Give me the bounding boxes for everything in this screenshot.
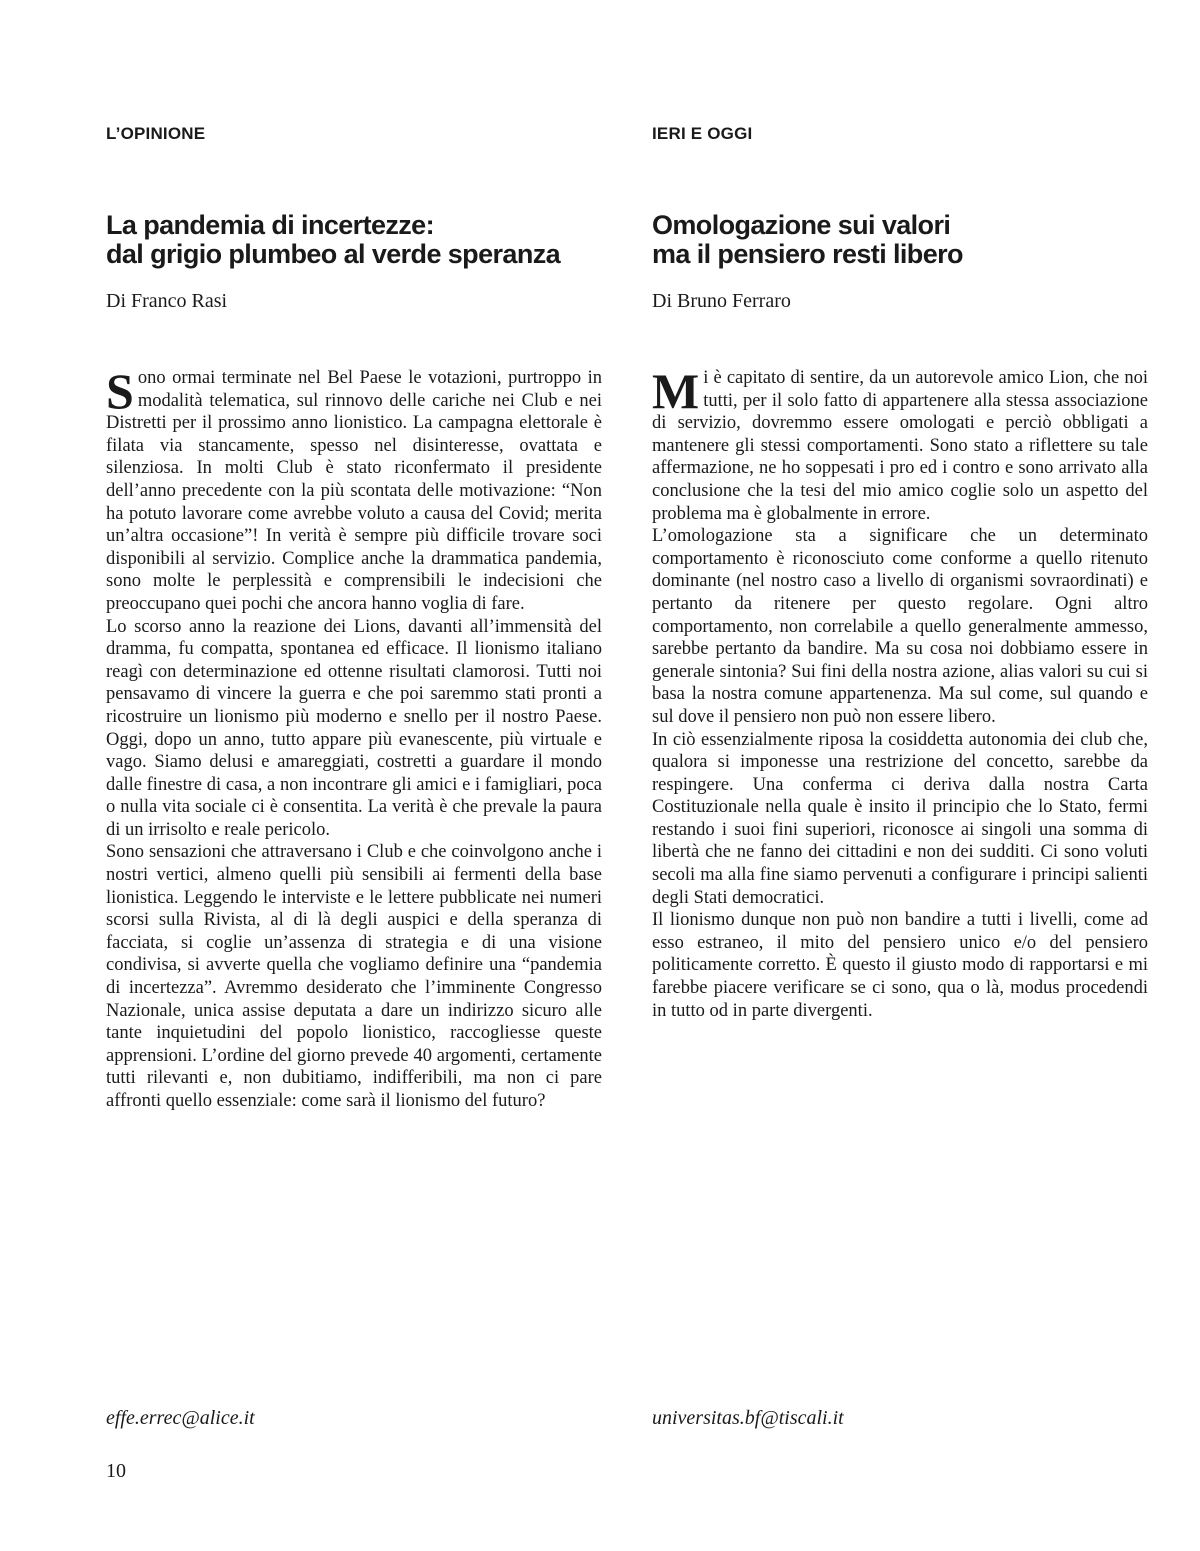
article-headline	[106, 211, 560, 269]
headline-line-1: Omologazione sui valori	[652, 210, 951, 240]
section-label: L’OPINIONE	[106, 124, 206, 143]
right-article	[652, 0, 1148, 1551]
author-email-link[interactable]: universitas.bf@tiscali.it	[652, 1407, 844, 1429]
body-paragraph: L’omologazione sta a significare che un determinato comportamento è riconosciuto come conforme a quello ritenuto dominante (nel nostro caso a livello di organismi sovraordinati) e pertanto da ritenere per questo regolare. Ogni altro comportamento, non correlabile a quello generalmente ammesso, sarebbe pertanto da bandire. Ma su cosa noi dobbiamo essere in generale sintonia? Sui fini della nostra azione, alias valori su cui si basa la nostra comune appartenenza. Ma sul come, sul quando e sul dove il pensiero non può non essere libero.	[652, 526, 1148, 727]
drop-cap: M	[652, 363, 700, 419]
author-email-link[interactable]: effe.errec@alice.it	[106, 1407, 255, 1429]
body-paragraph: Il lionismo dunque non può non bandire a tutti i livelli, come ad esso estraneo, il mito del pensiero unico e/o del pensiero politicamente corretto. È questo il giusto modo di rapportarsi e mi farebbe piacere verificare se ci sono, qua o là, modus procedendi in tutto od in parte divergenti.	[652, 910, 1148, 1021]
body-paragraph	[652, 363, 1148, 525]
body-paragraph	[106, 363, 602, 616]
article-body	[106, 363, 602, 1113]
article-headline	[652, 211, 963, 269]
headline-line-1: La pandemia di incertezze:	[106, 210, 434, 240]
page-number: 10	[106, 1460, 126, 1482]
drop-cap: S	[106, 363, 134, 419]
paragraph-text: i è capitato di sentire, da un autorevole amico Lion, che noi tutti, per il solo fatto di appartenere alla stessa associazione di servizio, dovremmo essere omologati e perciò obbligati a mantenere gli stessi comportamenti. Sono stato a riflettere su tale affermazione, ne ho soppesati i pro ed i contro e sono arrivato alla conclusione che la tesi del mio amico coglie solo un aspetto del problema ma è globalmente in errore.	[652, 368, 1148, 524]
paragraph-text: ono ormai terminate nel Bel Paese le votazioni, purtroppo in modalità telematica, sul rinnovo delle cariche nei Club e nei Distretti per il prossimo anno lionistico. La campagna elettorale è filata via stancamente, spesso nel disinteresse, ovattata e silenziosa. In molti Club è stato riconfermato il presidente dell’anno precedente con la più scontata delle motivazione: “Non ha potuto lavorare come avrebbe voluto a causa del Covid; merita un’altra occasione”! In verità è sempre più difficile trovare soci disponibili al servizio. Complice anche la drammatica pandemia, sono molte le perplessità e comprensibili le indecisioni che preoccupano quei pochi che ancora hanno voglia di fare.	[106, 368, 602, 614]
left-article	[106, 0, 602, 1551]
headline-line-2: dal grigio plumbeo al verde speranza	[106, 239, 561, 269]
article-body	[652, 363, 1148, 1022]
body-paragraph: Sono sensazioni che attraversano i Club e che coinvolgono anche i nostri vertici, almeno quelli più sensibili ai fermenti della base lionistica. Leggendo le interviste e le lettere pubblicate nei numeri scorsi sulla Rivista, al di là degli auspici e della speranza di facciata, si coglie un’assenza di strategia e di una visione condivisa, si avverte quella che vogliamo definire una “pandemia di incertezza”. Avremmo desiderato che l’imminente Congresso Nazionale, unica assise deputata a dare un indirizzo sicuro alle tante inquietudini del popolo lionistico, raccogliesse queste apprensioni. L’ordine del giorno prevede 40 argomenti, certamente tutti rilevanti e, non dubitiamo, indifferibili, ma non ci pare affronti quello essenziale: come sarà il lionismo del futuro?	[106, 842, 602, 1111]
section-label: IERI E OGGI	[652, 124, 753, 143]
headline-line-2: ma il pensiero resti libero	[652, 239, 963, 269]
article-byline: Di Franco Rasi	[106, 290, 228, 312]
body-paragraph: In ciò essenzialmente riposa la cosiddetta autonomia dei club che, qualora si imponesse una restrizione del concetto, sarebbe da respingere. Una conferma ci deriva dalla nostra Carta Costituzionale nella quale è insito il principio che lo Stato, fermi restando i suoi fini superiori, riconosce ai singoli una somma di libertà che ne fanno dei cittadini e non dei sudditi. Ci sono voluti secoli ma alla fine siamo pervenuti a configurare i principi salienti degli Stati democratici.	[652, 729, 1148, 908]
article-byline: Di Bruno Ferraro	[652, 290, 791, 312]
body-paragraph: Lo scorso anno la reazione dei Lions, davanti all’immensità del dramma, fu compatta, spontanea ed efficace. Il lionismo italiano reagì con determinazione ed ottenne risultati clamorosi. Tutti noi pensavamo di vincere la guerra e che poi saremmo stati pronti a ricostruire un lionismo più moderno e snello per il nostro Paese. Oggi, dopo un anno, tutto appare più evanescente, più virtuale e vago. Siamo delusi e amareggiati, costretti a guardare il mondo dalle finestre di casa, a non incontrare gli amici e i famigliari, poca o nulla vita sociale ci è consentita. La verità è che prevale la paura di un irrisolto e reale pericolo.	[106, 616, 602, 840]
